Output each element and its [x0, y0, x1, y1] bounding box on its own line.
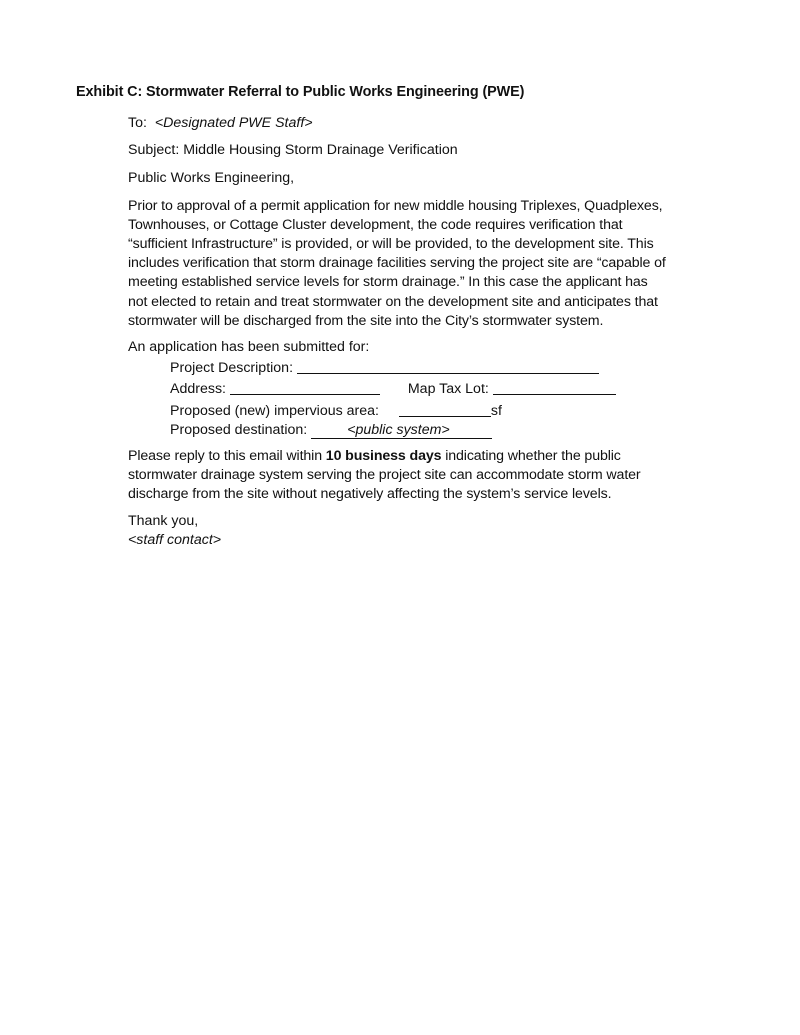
paragraph-line: includes verification that storm drainage facilities serving the project site are “capable of	[128, 255, 666, 272]
destination-label: Proposed destination:	[170, 421, 308, 438]
paragraph-line: meeting established service levels for storm drainage.” In this case the applicant has	[128, 274, 648, 291]
greeting: Public Works Engineering,	[128, 170, 295, 187]
project-description-blank[interactable]	[297, 359, 599, 374]
destination-row	[128, 421, 738, 440]
address-label: Address:	[170, 381, 226, 398]
destination-value: <public system>	[347, 421, 450, 438]
paragraph-requirements	[128, 197, 738, 331]
map-tax-lot-blank[interactable]	[493, 380, 616, 395]
exhibit-heading: Exhibit C: Stormwater Referral to Public Works Engineering (PWE)	[76, 84, 525, 100]
application-fields	[128, 338, 738, 440]
application-intro: An application has been submitted for:	[128, 339, 370, 356]
reply-deadline: 10 business days	[325, 448, 442, 465]
paragraph-reply-request	[128, 447, 738, 505]
impervious-area-row	[128, 400, 738, 421]
paragraph-line: discharge from the site without negatively affecting the system’s service levels.	[128, 486, 612, 503]
to-recipient: <Designated PWE Staff>	[154, 115, 313, 131]
memo-body	[128, 114, 738, 550]
impervious-area-label: Proposed (new) impervious area:	[170, 402, 379, 419]
project-description-row	[128, 357, 738, 378]
paragraph-line: Prior to approval of a permit application for new middle housing Triplexes, Quadplexes,	[128, 197, 663, 214]
paragraph-line: stormwater drainage system serving the project site can accommodate storm water	[128, 467, 641, 484]
paragraph-line: “sufficient Infrastructure” is provided, or will be provided, to the development site. This	[128, 236, 654, 253]
closing: Thank you,	[128, 512, 199, 529]
map-tax-lot-label: Map Tax Lot:	[407, 381, 489, 398]
reply-text-before: Please reply to this email within	[128, 448, 326, 465]
reply-text-after: indicating whether the public	[441, 448, 621, 465]
paragraph-line: Townhouses, or Cottage Cluster development, the code requires verification that	[128, 216, 623, 233]
address-blank[interactable]	[230, 380, 380, 395]
signature-placeholder: <staff contact>	[128, 531, 222, 548]
paragraph-line: not elected to retain and treat stormwater on the development site and anticipates that	[128, 293, 658, 310]
destination-blank[interactable]	[311, 422, 492, 439]
to-label: To:	[128, 115, 147, 131]
address-row	[128, 378, 738, 399]
to-line	[128, 114, 738, 133]
project-description-label: Project Description:	[170, 360, 294, 377]
impervious-area-blank[interactable]	[399, 402, 491, 417]
paragraph-line: stormwater will be discharged from the site into the City’s stormwater system.	[128, 312, 604, 329]
paragraph-line	[128, 447, 738, 466]
subject-line: Subject: Middle Housing Storm Drainage Verification	[128, 142, 458, 159]
impervious-unit: sf	[490, 402, 502, 419]
